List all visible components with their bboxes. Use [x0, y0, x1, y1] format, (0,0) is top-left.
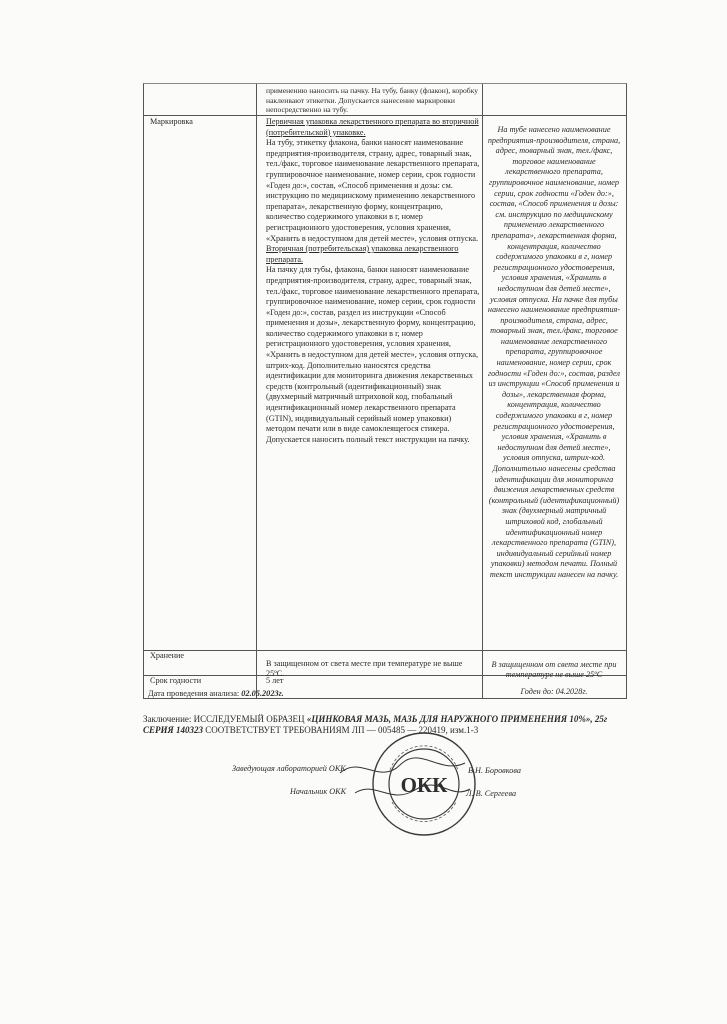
marking-requirement	[266, 117, 480, 445]
conclusion-prefix: Заключение: ИССЛЕДУЕМЫЙ ОБРАЗЕЦ	[143, 714, 305, 724]
shelf-life-requirement: 5 лет	[266, 676, 284, 685]
primary-package-heading: Первичная упаковка лекарственного препарата во вторичной (потребительской) упаковке.	[266, 117, 479, 137]
previous-row-fragment: применению наносить на пачку. На тубу, банку (флакон), коробку наклеивают этикетки. Допускается нанесение маркировки непосредственно на тубу.	[266, 86, 479, 115]
marking-result: На тубе нанесено наименование предприятия-производителя, страна, адрес, товарный знак, тел./факс, торговое наименование лекарственного препарата, группировочное наименование, номер серии, срок годности «Годен до:», состав, «Способ применения и дозы: см. инструкцию по медицинскому применению лекарственного препарата», лекарственная форма, концентрация, количество содержимого упаковки в г, номер регистрационного удостоверения, условия хранения, «Хранить в недоступном для детей месте», условия отпуска. На пачке для тубы нанесено наименование предприятия-производителя, страна, адрес, товарный знак, тел./факс, торговое наименование лекарственного препарата, группировочное наименование, номер серии, срок годности «Годен до:», состав, раздел из инструкции «Способ применения и дозы», лекарственная форма, концентрация, количество содержимого упаковки в г, номер регистрационного удостоверения, условия хранения, «Хранить в недоступном для детей месте», условия отпуска, штрих-код. Дополнительно нанесены средства идентификации для мониторинга движения лекарственных средств (контрольный (идентификационный) знак (двухмерный матричный штриховой код, глобальный идентификационный номер лекарственного препарата (GTIN), индивидуальный серийный номер упаковки) методом печати. Полный текст инструкции нанесен на пачку.	[487, 125, 621, 579]
row-name-shelf-life: Срок годности	[150, 676, 202, 685]
analysis-date: 02.05.2023г.	[241, 689, 284, 698]
secondary-package-text: На пачку для тубы, флакона, банки наносят наименование предприятия-производителя, страну, адрес, товарный знак, тел./факс, торговое наименование лекарственного препарата, группировочное наименование, номер серии, срок годности «Годен до:», состав, раздел из инструкции «Способ применения и дозы», лекарственную форму, концентрацию, количество содержимого упаковки в г, номер регистрационного удостоверения, условия хранения, «Хранить в недоступном для детей месте», условия отпуска, штрих-код. Дополнительно наносятся средства идентификации для мониторинга движения лекарственных средств (контрольный (идентификационный) знак (двухмерный матричный штриховой код, глобальный идентификационный номер лекарственного препарата (GTIN), индивидуальный серийный номер упаковки) методом печати или в виде самоклеящегося стикера. Допускается наносить полный текст инструкции на пачку.	[266, 265, 480, 444]
signature-name-head-lab: В.Н. Боровкова	[468, 766, 521, 775]
requirements-table	[143, 83, 627, 699]
secondary-package-heading: Вторичная (потребительская) упаковка лекарственного препарата.	[266, 244, 459, 264]
conclusion-product: «ЦИНКОВАЯ МАЗЬ, МАЗЬ ДЛЯ НАРУЖНОГО ПРИМЕНЕНИЯ 10%», 25г СЕРИЯ 140323	[143, 714, 608, 735]
okk-stamp	[370, 730, 478, 838]
conclusion-suffix: СООТВЕТСТВУЕТ ТРЕБОВАНИЯМ ЛП — 005485 — 220419, изм.1-3	[205, 725, 479, 735]
signature-title-head-lab: Заведующая лабораторией ОКК	[232, 764, 346, 773]
signature-title-head-qc: Начальник ОКК	[290, 787, 347, 796]
analysis-date-label: Дата проведения анализа:	[148, 689, 240, 698]
signature-name-head-qc: Л. В. Сергеева	[466, 789, 517, 798]
row-name-storage: Хранение	[150, 651, 185, 660]
row-name-marking: Маркировка	[150, 117, 193, 126]
storage-result: В защищенном от света месте при температуре не выше 25ºС	[491, 660, 617, 679]
storage-requirement: В защищенном от света месте при температуре не выше 25ºС.	[266, 659, 463, 678]
stamp-center-text: ОКК	[400, 773, 448, 797]
analysis-date-line	[148, 689, 284, 698]
primary-package-text: На тубу, этикетку флакона, банки наносят наименование предприятия-производителя, страну, адрес, товарный знак, тел./факс, торговое наименование лекарственного препарата, группировочное наименование, номер серии, срок годности «Годен до:», состав, «Способ применения и дозы: см. инструкцию по медицинскому применению лекарственного препарата», лекарственную форму, концентрацию, количество содержимого упаковки в г, номер регистрационного удостоверения, условия хранения, «Хранить в недоступном для детей месте», условия отпуска.	[266, 138, 480, 243]
shelf-life-result: Годен до: 04.2028г.	[520, 687, 588, 696]
